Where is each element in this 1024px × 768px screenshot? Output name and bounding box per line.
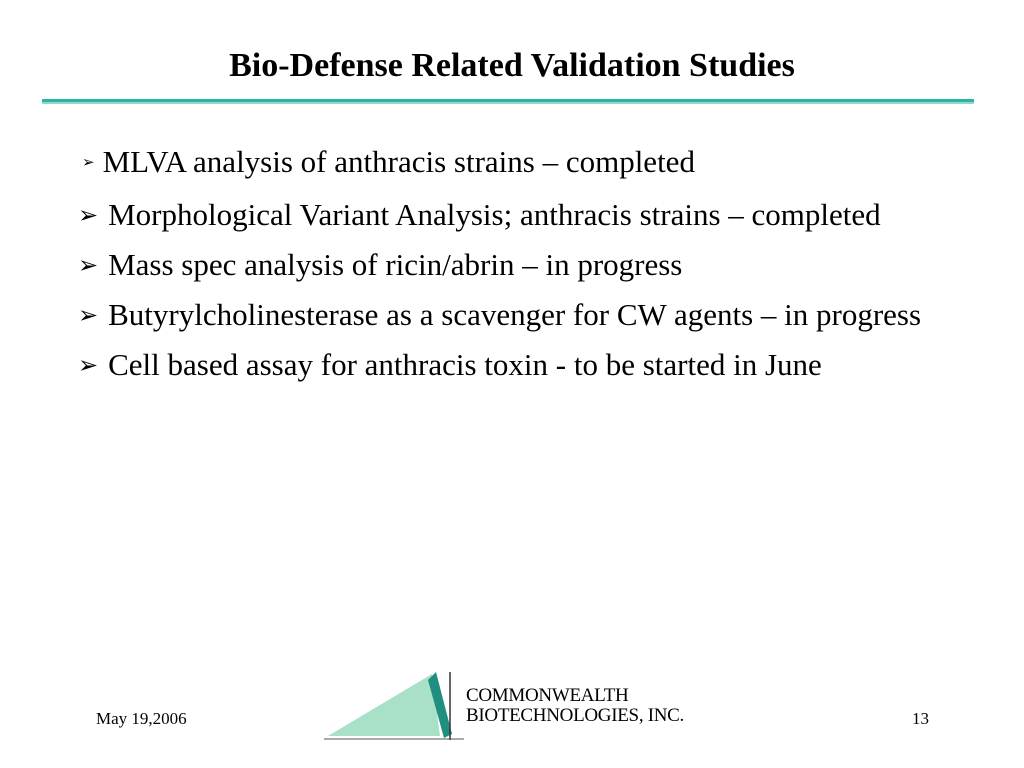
arrowhead-bullet-icon: ➢ [78, 201, 99, 229]
logo-line-1: COMMONWEALTH [466, 685, 629, 706]
page-number: 13 [912, 709, 929, 728]
bullet-text: MLVA analysis of anthracis strains – completed [102, 144, 695, 179]
slide-title: Bio-Defense Related Validation Studies [229, 47, 795, 84]
bullet-item [78, 138, 958, 191]
company-logo [322, 668, 714, 744]
bullet-text: Mass spec analysis of ricin/abrin – in progress [108, 247, 683, 282]
logo-triangle-icon [322, 668, 472, 744]
bullet-item [78, 341, 958, 391]
bullet-item [78, 191, 958, 241]
footer-date: May 19,2006 [96, 709, 187, 728]
arrowhead-bullet-icon: ➢ [78, 301, 99, 329]
bullet-list [78, 138, 958, 391]
title-divider [42, 99, 974, 104]
bullet-item [78, 241, 958, 291]
arrowhead-bullet-icon: ➢ [78, 351, 99, 379]
arrowhead-bullet-icon: ➢ [82, 153, 95, 171]
bullet-text: Cell based assay for anthracis toxin - to be started in June [108, 347, 822, 382]
logo-wordmark [466, 686, 684, 726]
bullet-item [78, 291, 958, 341]
logo-line-2: BIOTECHNOLOGIES, INC. [466, 705, 684, 726]
bullet-text: Morphological Variant Analysis; anthracis strains – completed [108, 197, 881, 232]
arrowhead-bullet-icon: ➢ [78, 251, 99, 279]
bullet-text: Butyrylcholinesterase as a scavenger for CW agents – in progress [108, 297, 922, 332]
